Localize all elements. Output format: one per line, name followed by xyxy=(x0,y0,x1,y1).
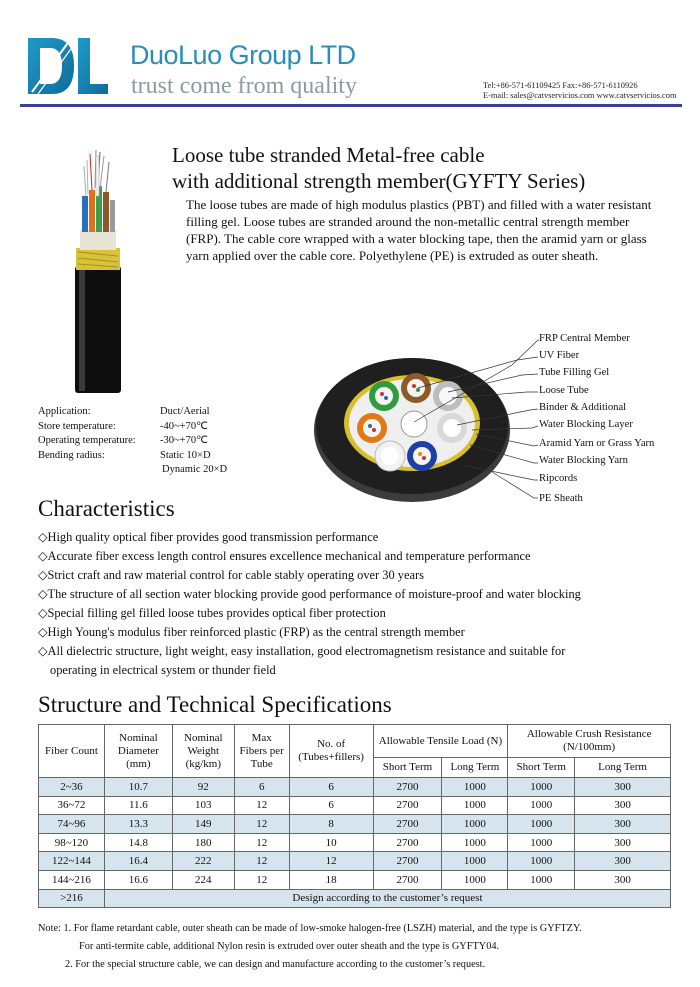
label-pe-sheath: PE Sheath xyxy=(539,493,583,504)
company-tagline: trust come from quality xyxy=(131,73,357,99)
characteristics-heading: Characteristics xyxy=(38,496,175,521)
header-tensile-long-term: Long Term xyxy=(442,758,508,778)
cell-weight: 222 xyxy=(172,852,234,871)
label-frp-central-member: FRP Central Member xyxy=(539,333,630,344)
label-water-blocking-layer: Water Blocking Layer xyxy=(539,419,633,430)
cell-max-fibers: 6 xyxy=(234,778,289,797)
cell-tubes: 8 xyxy=(289,815,373,834)
list-item: ◇Special filling gel filled loose tubes provides optical fiber protection xyxy=(38,606,386,620)
table-row xyxy=(39,852,671,871)
cell-weight: 224 xyxy=(172,870,234,889)
specs-table xyxy=(38,724,671,908)
store-temperature-value: -40~+70℃ xyxy=(160,420,208,432)
table-row xyxy=(39,833,671,852)
label-water-blocking-yarn: Water Blocking Yarn xyxy=(539,455,628,466)
header-max-fibers: Max Fibers per Tube xyxy=(234,725,289,778)
table-row xyxy=(39,778,671,797)
operating-temperature-row xyxy=(38,434,227,449)
cell-max-fibers: 12 xyxy=(234,852,289,871)
header-crush-short-term: Short Term xyxy=(508,758,575,778)
header-divider xyxy=(20,104,682,107)
cell-tensile-short: 2700 xyxy=(373,815,442,834)
product-title-line2: with additional strength member(GYFTY Series) xyxy=(172,169,586,193)
cell-tubes: 6 xyxy=(289,796,373,815)
cell-crush-short: 1000 xyxy=(508,815,575,834)
header-fiber-count: Fiber Count xyxy=(39,725,105,778)
cell-tubes: 6 xyxy=(289,778,373,797)
table-row-custom xyxy=(39,889,671,908)
operating-temperature-key: Operating temperature: xyxy=(38,435,136,446)
list-item: ◇The structure of all section water blocking provide good performance of moisture-proof and water blocking xyxy=(38,587,581,601)
cell-tubes: 10 xyxy=(289,833,373,852)
cell-fiber-count: 74~96 xyxy=(39,815,105,834)
cell-crush-long: 300 xyxy=(575,833,671,852)
cell-diameter: 14.8 xyxy=(104,833,172,852)
cell-tensile-long: 1000 xyxy=(442,778,508,797)
cable-photo xyxy=(62,148,132,393)
cell-custom-design: Design according to the customer’s request xyxy=(104,889,670,908)
company-name: DuoLuo Group LTD xyxy=(130,40,356,70)
application-row xyxy=(38,405,227,420)
cell-diameter: 13.3 xyxy=(104,815,172,834)
cell-crush-long: 300 xyxy=(575,778,671,797)
note-1: Note: 1. For flame retardant cable, outer sheath can be made of low-smoke halogen-free (LSZH) material, and the type is GYFTZY. xyxy=(38,923,582,934)
contact-info xyxy=(483,81,676,101)
characteristics-list xyxy=(38,528,688,680)
cell-tensile-long: 1000 xyxy=(442,852,508,871)
company-logo xyxy=(22,34,110,98)
cell-weight: 92 xyxy=(172,778,234,797)
cell-crush-short: 1000 xyxy=(508,778,575,797)
bending-radius-static: Static 10×D xyxy=(160,449,211,461)
cell-diameter: 16.6 xyxy=(104,870,172,889)
cell-tensile-short: 2700 xyxy=(373,833,442,852)
cell-tubes: 12 xyxy=(289,852,373,871)
list-item-continuation: operating in electrical system or thunder field xyxy=(50,663,276,677)
cell-fiber-count: 122~144 xyxy=(39,852,105,871)
cell-crush-long: 300 xyxy=(575,815,671,834)
cell-tensile-long: 1000 xyxy=(442,815,508,834)
table-row xyxy=(39,815,671,834)
cell-crush-short: 1000 xyxy=(508,852,575,871)
cell-crush-long: 300 xyxy=(575,870,671,889)
cell-tensile-short: 2700 xyxy=(373,796,442,815)
cell-diameter: 16.4 xyxy=(104,852,172,871)
header-crush-resistance: Allowable Crush Resistance (N/100mm) xyxy=(508,725,671,758)
product-title xyxy=(172,142,585,194)
bending-radius-dynamic-row xyxy=(38,463,227,478)
list-item: ◇Strict craft and raw material control for cable stably operating over 30 years xyxy=(38,568,424,582)
cell-fiber-count: 144~216 xyxy=(39,870,105,889)
product-description: The loose tubes are made of high modulus plastics (PBT) and filled with a water resistant filling gel. Loose tubes are stranded around the non-metallic central strength member (FRP). The cable core wrapped with a water blocking tape, then the aramid yarn or glass yarn applied over the cable core. Polyethylene (PE) is extruded as outer sheath. xyxy=(186,197,652,263)
bending-radius-dynamic: Dynamic 20×D xyxy=(162,464,228,475)
store-temperature-row xyxy=(38,420,227,435)
label-aramid-yarn: Aramid Yarn or Grass Yarn xyxy=(539,438,655,449)
bending-radius-key: Bending radius: xyxy=(38,449,105,461)
cell-diameter: 10.7 xyxy=(104,778,172,797)
cell-max-fibers: 12 xyxy=(234,870,289,889)
cell-tensile-short: 2700 xyxy=(373,778,442,797)
cell-max-fibers: 12 xyxy=(234,815,289,834)
application-value: Duct/Aerial xyxy=(160,406,210,417)
cell-fiber-count: 98~120 xyxy=(39,833,105,852)
label-tube-filling-gel: Tube Filling Gel xyxy=(539,367,610,378)
list-item: ◇Accurate fiber excess length control ensures excellence mechanical and temperature performance xyxy=(38,549,531,563)
cell-crush-short: 1000 xyxy=(508,796,575,815)
cell-crush-short: 1000 xyxy=(508,833,575,852)
cell-max-fibers: 12 xyxy=(234,833,289,852)
label-uv-fiber: UV Fiber xyxy=(539,350,580,361)
cell-fiber-count: 36~72 xyxy=(39,796,105,815)
contact-phone-fax: Tel:+86-571-61109425 Fax:+86-571-6110926 xyxy=(483,81,638,90)
product-title-line1: Loose tube stranded Metal-free cable xyxy=(172,143,485,167)
application-key: Application: xyxy=(38,406,91,417)
table-row xyxy=(39,870,671,889)
header-nominal-diameter: Nominal Diameter (mm) xyxy=(104,725,172,778)
cell-fiber-count: >216 xyxy=(39,889,105,908)
label-loose-tube: Loose Tube xyxy=(539,385,589,396)
note-2: 2. For the special structure cable, we can design and manufacture according to the customer’s request. xyxy=(65,959,486,970)
cell-crush-long: 300 xyxy=(575,852,671,871)
application-info xyxy=(38,405,227,478)
bending-radius-row xyxy=(38,449,227,464)
operating-temperature-value: -30~+70℃ xyxy=(160,435,208,446)
cell-tensile-short: 2700 xyxy=(373,870,442,889)
cell-crush-short: 1000 xyxy=(508,870,575,889)
cell-diameter: 11.6 xyxy=(104,796,172,815)
header-crush-long-term: Long Term xyxy=(575,758,671,778)
label-ripcords: Ripcords xyxy=(539,473,578,484)
header-tensile-short-term: Short Term xyxy=(373,758,442,778)
notes xyxy=(38,920,582,974)
cell-crush-long: 300 xyxy=(575,796,671,815)
table-row xyxy=(39,796,671,815)
cell-weight: 180 xyxy=(172,833,234,852)
bending-radius-dynamic-key xyxy=(38,463,160,478)
header-nominal-weight: Nominal Weight (kg/km) xyxy=(172,725,234,778)
cell-tubes: 18 xyxy=(289,870,373,889)
header-tubes-fillers: No. of (Tubes+fillers) xyxy=(289,725,373,778)
specs-heading: Structure and Technical Specifications xyxy=(38,692,392,717)
cell-fiber-count: 2~36 xyxy=(39,778,105,797)
cell-tensile-long: 1000 xyxy=(442,796,508,815)
list-item: ◇High Young's modulus fiber reinforced plastic (FRP) as the central strength member xyxy=(38,625,465,639)
cell-max-fibers: 12 xyxy=(234,796,289,815)
header-tensile-load: Allowable Tensile Load (N) xyxy=(373,725,508,758)
cell-tensile-short: 2700 xyxy=(373,852,442,871)
label-binder: Binder & Additional xyxy=(539,402,627,413)
note-1-continuation: For anti-termite cable, additional Nylon resin is extruded over outer sheath and the type is GYFTY04. xyxy=(79,941,500,952)
cell-weight: 149 xyxy=(172,815,234,834)
cell-weight: 103 xyxy=(172,796,234,815)
list-item: ◇High quality optical fiber provides good transmission performance xyxy=(38,530,379,544)
list-item: ◇All dielectric structure, light weight, easy installation, good electromagnetism resistance and suitable for xyxy=(38,644,566,658)
cell-tensile-long: 1000 xyxy=(442,870,508,889)
contact-email-web: E-mail: sales@catvservicios.com www.catvservicios.com xyxy=(483,91,677,100)
cell-tensile-long: 1000 xyxy=(442,833,508,852)
store-temperature-key: Store temperature: xyxy=(38,420,116,432)
